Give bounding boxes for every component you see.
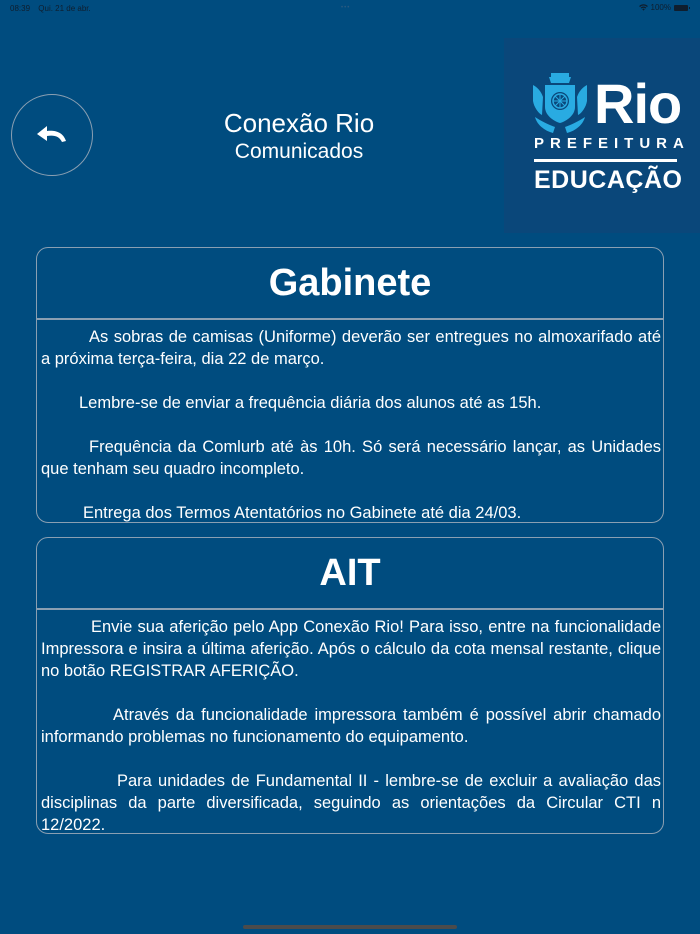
header [150,108,448,166]
multitask-dots: ••• [341,5,351,11]
status-right [639,3,688,12]
notice-paragraph: Lembre-se de enviar a frequência diária dos alunos até as 15h. [79,394,542,412]
undo-arrow-icon [35,124,69,146]
status-time: 08:39 [10,4,31,13]
card-title: Gabinete [37,248,663,320]
back-button[interactable] [11,94,93,176]
battery-percent: 100% [650,3,671,12]
logo-rio-text: Rio [594,72,682,135]
card-body [37,320,663,524]
wifi-icon [639,4,648,11]
card-ait [36,537,664,834]
status-bar [0,0,700,18]
prefeitura-rio-educacao-logo [504,38,700,233]
notice-paragraph: Através da funcionalidade impressora também é possível abrir chamado informando problemas no funcionamento do equipamento. [41,706,661,746]
logo-divider [534,159,677,162]
logo-educacao-text: EDUCAÇÃO [534,166,683,194]
app-title: Conexão Rio [223,108,375,138]
notice-paragraph: Para unidades de Fundamental II - lembre-se de excluir a avaliação das disciplinas da parte diversificada, seguindo as orientações da Circular CTI n 12/2022. [41,772,661,834]
notice-paragraph: Entrega dos Termos Atentatórios no Gabinete até dia 24/03. [83,504,522,522]
page-subtitle: Comunicados [234,140,364,163]
card-gabinete [36,247,664,523]
notice-paragraph: As sobras de camisas (Uniforme) deverão ser entregues no almoxarifado até a próxima terça-feira, dia 22 de março. [41,328,661,368]
logo-prefeitura-text: PREFEITURA [534,135,690,152]
status-date: Qui. 21 de abr. [38,4,91,13]
status-left [10,4,97,13]
notice-paragraph: Envie sua aferição pelo App Conexão Rio! Para isso, entre na funcionalidade Impressora e insira a última aferição. Após o cálculo da cota mensal restante, clique no botão REGISTRAR AFERIÇÃO. [41,618,661,680]
rio-crest-icon [531,73,589,135]
card-title: AIT [37,538,663,610]
card-body [37,610,663,836]
notice-paragraph: Frequência da Comlurb até às 10h. Só será necessário lançar, as Unidades que tenham seu quadro incompleto. [41,438,661,478]
battery-icon [674,5,688,11]
home-indicator[interactable] [243,925,457,929]
